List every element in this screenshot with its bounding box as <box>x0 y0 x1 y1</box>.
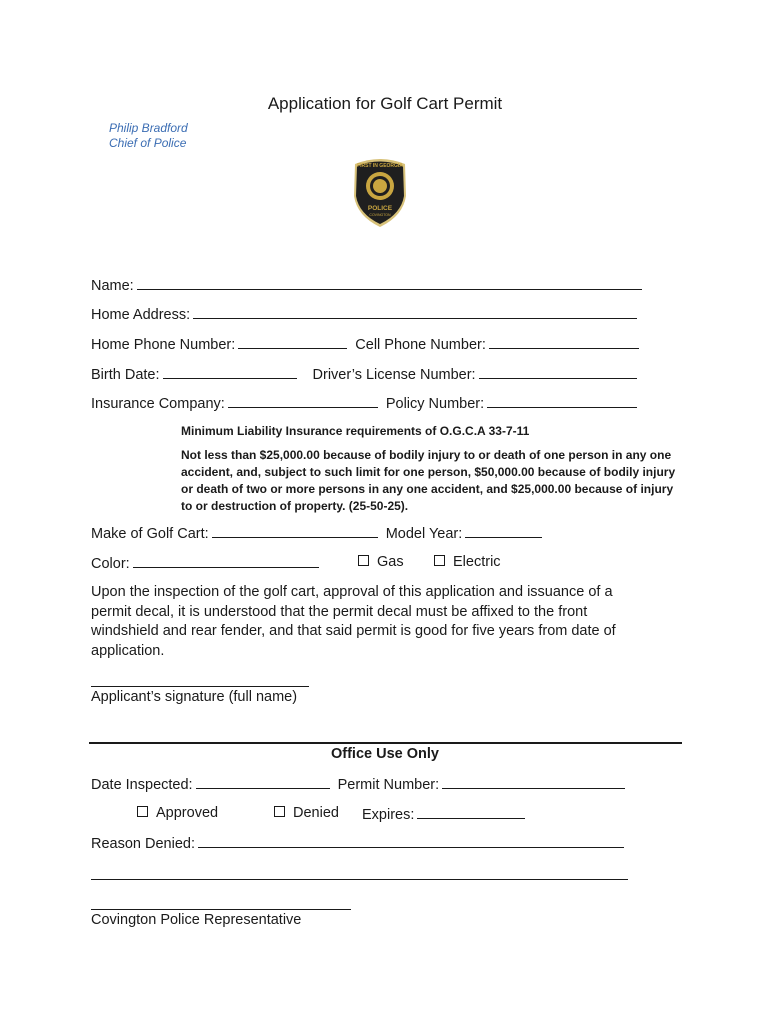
phone-row <box>91 335 639 353</box>
color-field[interactable] <box>133 554 319 568</box>
applicant-signature-line[interactable] <box>91 686 309 687</box>
policy-number-label: Policy Number: <box>385 396 485 412</box>
approved-checkbox[interactable] <box>137 806 148 817</box>
insurance-requirements-text: Not less than $25,000.00 because of bodily injury to or death of one person in any one accident, and, subject to such limit for one person, $50,000.00 because of bodily injury or death of two or more persons in any one accident, and $25,000.00 because of injury to or destruction of property. (25-50-25). <box>181 448 676 513</box>
reason-denied-label: Reason Denied: <box>91 836 195 852</box>
name-field[interactable] <box>137 276 642 290</box>
chief-title: Chief of Police <box>109 136 187 150</box>
expires-field[interactable] <box>417 805 525 819</box>
applicant-signature-label: Applicant’s signature (full name) <box>91 689 298 705</box>
agreement-text: Upon the inspection of the golf cart, approval of this application and issuance of a permit decal, it is understood that the permit decal must be affixed to the front windshield and rear fender, and that said permit is good for five years from date of application. <box>91 584 616 659</box>
color-label: Color: <box>91 556 130 572</box>
birth-license-row <box>91 365 637 383</box>
expires-row <box>362 805 525 823</box>
electric-label: Electric <box>453 554 501 570</box>
electric-option[interactable] <box>434 554 501 570</box>
license-label: Driver’s License Number: <box>312 367 476 383</box>
model-year-field[interactable] <box>465 524 542 538</box>
policy-number-field[interactable] <box>487 394 637 408</box>
name-row <box>91 276 642 294</box>
model-year-label: Model Year: <box>385 526 463 542</box>
date-inspected-field[interactable] <box>196 775 330 789</box>
home-address-label: Home Address: <box>91 307 191 323</box>
insurance-company-field[interactable] <box>228 394 378 408</box>
address-row <box>91 305 637 323</box>
chief-name: Philip Bradford <box>109 121 188 135</box>
denied-checkbox[interactable] <box>274 806 285 817</box>
expires-label: Expires: <box>362 807 415 823</box>
inspection-row <box>91 775 625 793</box>
license-field[interactable] <box>479 365 637 379</box>
reason-denied-continuation-line[interactable] <box>91 879 628 880</box>
insurance-row <box>91 394 637 412</box>
representative-signature-line[interactable] <box>91 909 351 910</box>
approved-label: Approved <box>156 805 219 821</box>
office-use-heading: Office Use Only <box>331 746 439 762</box>
approved-option[interactable] <box>137 805 218 821</box>
home-phone-field[interactable] <box>238 335 347 349</box>
date-inspected-label: Date Inspected: <box>91 777 193 793</box>
police-badge-logo <box>351 156 409 228</box>
representative-label: Covington Police Representative <box>91 912 302 928</box>
make-row <box>91 524 542 542</box>
section-divider <box>89 742 682 744</box>
cell-phone-field[interactable] <box>489 335 639 349</box>
cell-phone-label: Cell Phone Number: <box>355 337 486 353</box>
birth-date-label: Birth Date: <box>91 367 160 383</box>
permit-number-label: Permit Number: <box>337 777 440 793</box>
birth-date-field[interactable] <box>163 365 297 379</box>
insurance-company-label: Insurance Company: <box>91 396 225 412</box>
badge-center-text: POLICE <box>367 205 393 212</box>
name-label: Name: <box>91 278 134 294</box>
gas-label: Gas <box>377 554 404 570</box>
color-row <box>91 554 319 572</box>
badge-bottom-text: COVINGTON <box>369 213 391 217</box>
make-field[interactable] <box>212 524 378 538</box>
home-address-field[interactable] <box>193 305 637 319</box>
reason-denied-field[interactable] <box>198 834 624 848</box>
page-title: Application for Golf Cart Permit <box>267 94 503 113</box>
permit-number-field[interactable] <box>442 775 625 789</box>
insurance-heading: Minimum Liability Insurance requirements of O.G.C.A 33-7-11 <box>181 424 530 438</box>
electric-checkbox[interactable] <box>434 555 445 566</box>
badge-top-text: FIRST IN GEORGIA <box>357 163 403 169</box>
denied-label: Denied <box>293 805 339 821</box>
gas-checkbox[interactable] <box>358 555 369 566</box>
denied-option[interactable] <box>274 805 339 821</box>
gas-option[interactable] <box>358 554 404 570</box>
reason-denied-row <box>91 834 624 852</box>
make-label: Make of Golf Cart: <box>91 526 209 542</box>
home-phone-label: Home Phone Number: <box>91 337 236 353</box>
